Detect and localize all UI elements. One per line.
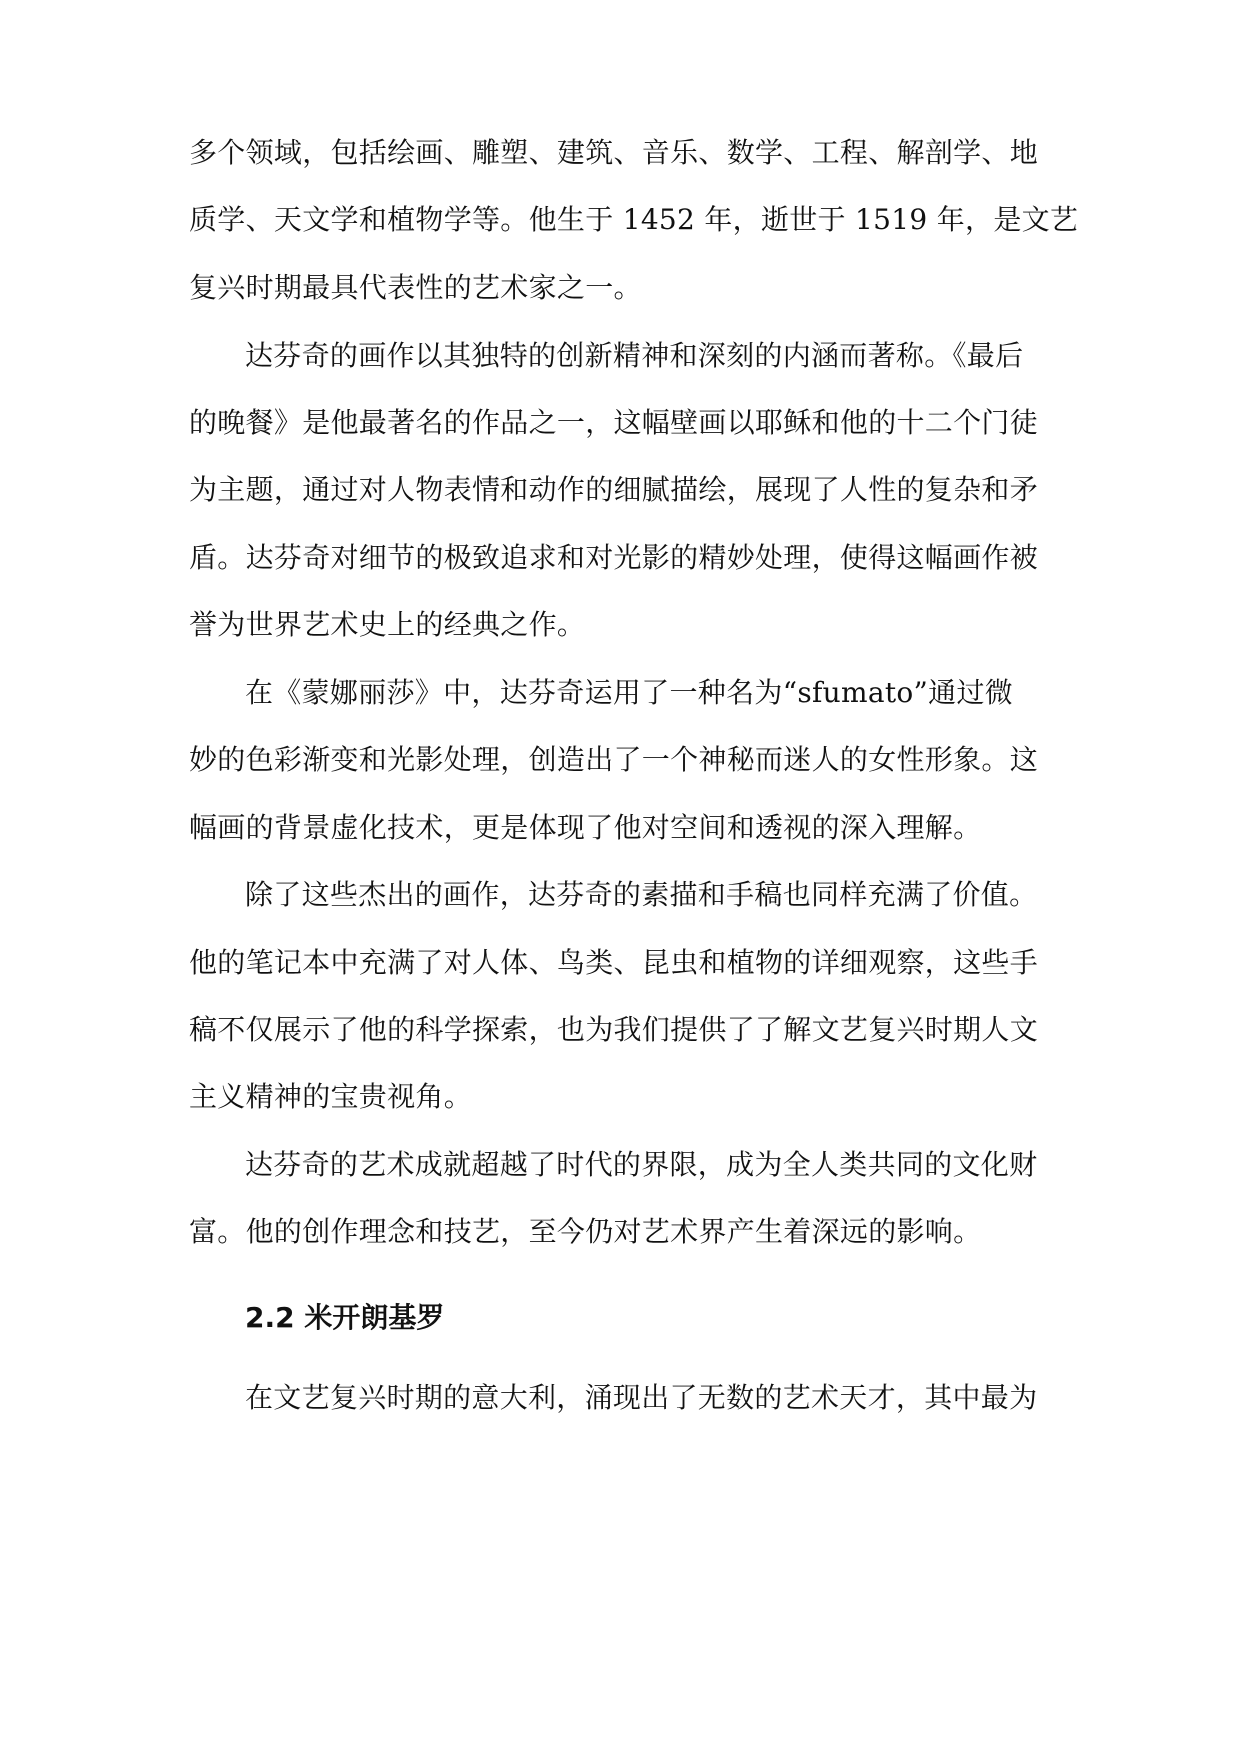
paragraph-line: 除了这些杰出的画作，达芬奇的素描和手稿也同样充满了价值。 xyxy=(245,878,1038,911)
paragraph-line: 稿不仅展示了他的科学探索，也为我们提供了了解文艺复兴时期人文 xyxy=(189,1013,1039,1046)
paragraph-line: 达芬奇的画作以其独特的创新精神和深刻的内涵而著称。《最后 xyxy=(245,339,1024,372)
paragraph-line: 复兴时期最具代表性的艺术家之一。 xyxy=(189,271,642,304)
paragraph-line: 为主题，通过对人物表情和动作的细腻描绘，展现了人性的复杂和矛 xyxy=(189,473,1039,506)
paragraph-line: 誉为世界艺术史上的经典之作。 xyxy=(189,608,586,641)
paragraph-line: 在《蒙娜丽莎》中，达芬奇运用了一种名为“sfumato”通过微 xyxy=(245,676,1014,709)
paragraph-line: 达芬奇的艺术成就超越了时代的界限，成为全人类共同的文化财 xyxy=(245,1148,1038,1181)
paragraph-line: 多个领域，包括绘画、雕塑、建筑、音乐、数学、工程、解剖学、地 xyxy=(189,136,1039,169)
paragraph-line: 在文艺复兴时期的意大利，涌现出了无数的艺术天才，其中最为 xyxy=(245,1381,1038,1414)
paragraph-line: 盾。达芬奇对细节的极致追求和对光影的精妙处理，使得这幅画作被 xyxy=(189,541,1039,574)
section-heading: 2.2 米开朗基罗 xyxy=(245,1301,445,1334)
paragraph-line: 幅画的背景虚化技术，更是体现了他对空间和透视的深入理解。 xyxy=(189,811,982,844)
paragraph-line: 主义精神的宝贵视角。 xyxy=(189,1080,473,1113)
paragraph-line: 他的笔记本中充满了对人体、鸟类、昆虫和植物的详细观察，这些手 xyxy=(189,946,1039,979)
paragraph-line: 的晚餐》是他最著名的作品之一，这幅壁画以耶稣和他的十二个门徒 xyxy=(189,406,1039,439)
paragraph-line: 富。他的创作理念和技艺，至今仍对艺术界产生着深远的影响。 xyxy=(189,1215,982,1248)
paragraph-line: 质学、天文学和植物学等。他生于 1452 年，逝世于 1519 年，是文艺 xyxy=(189,203,1079,236)
paragraph-line: 妙的色彩渐变和光影处理，创造出了一个神秘而迷人的女性形象。这 xyxy=(189,743,1039,776)
